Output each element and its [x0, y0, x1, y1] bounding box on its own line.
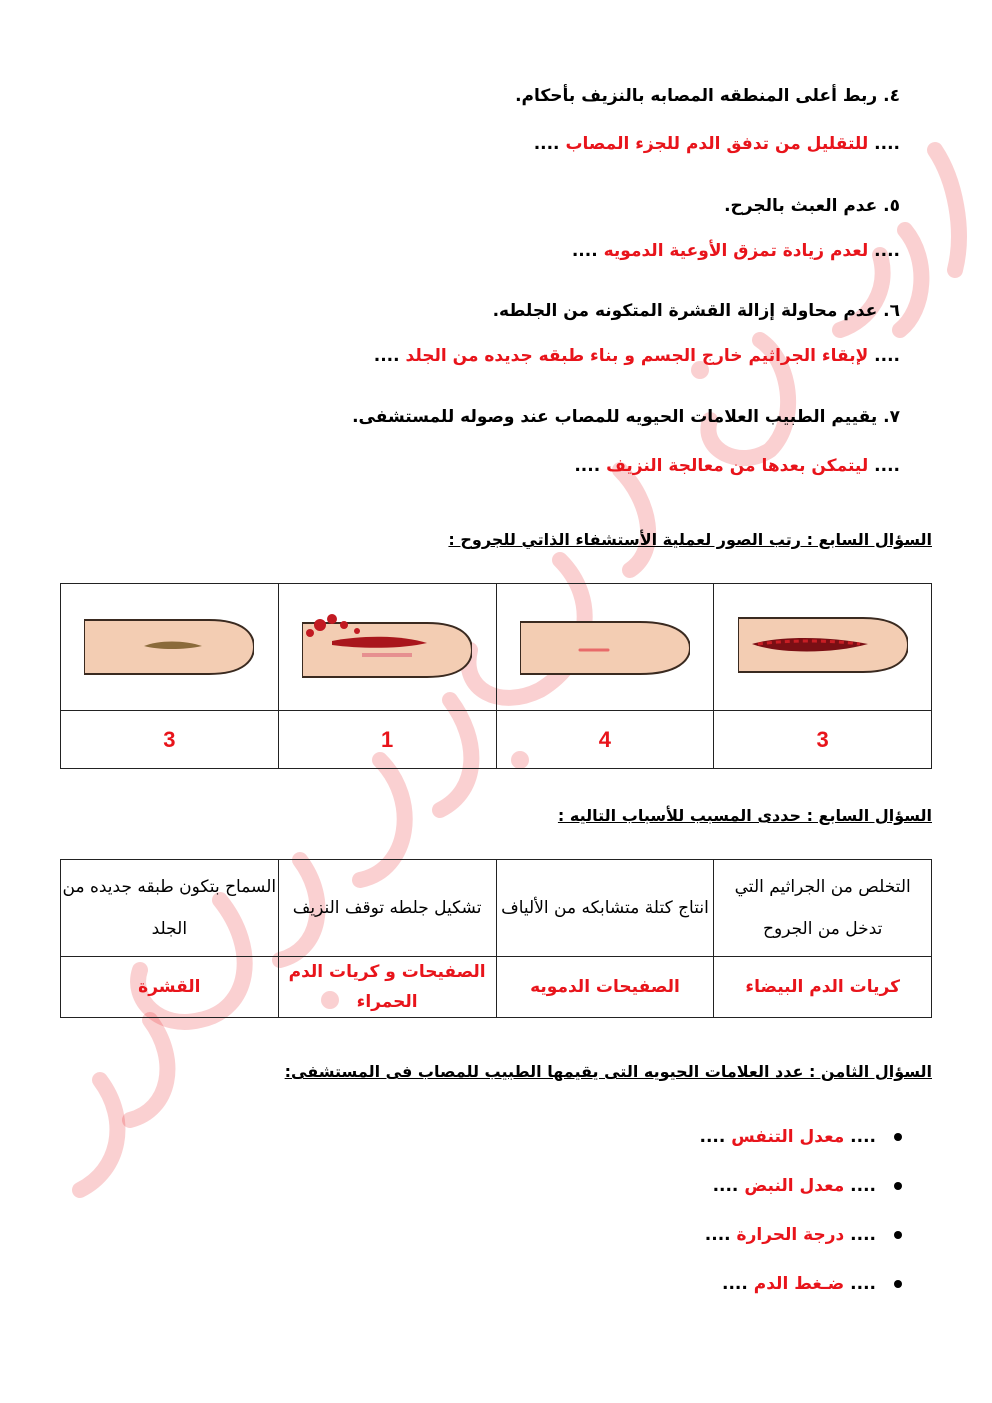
answer-dots: .... — [850, 1126, 876, 1147]
answer-dots: .... — [722, 1273, 748, 1294]
answer-dots: .... — [850, 1273, 876, 1294]
answer-dots: .... — [874, 456, 900, 476]
answer-dots: .... — [699, 1126, 726, 1147]
list-item — [700, 1259, 903, 1308]
answer-dots: .... — [533, 134, 560, 154]
question-4: ٤. ربط أعلى المنطقه المصابه بالنزيف بأحكام. — [515, 86, 900, 106]
order-answer-3: 1 — [278, 711, 496, 769]
answer-6 — [374, 346, 900, 366]
order-answer-4: 3 — [61, 711, 279, 769]
cause-answer-cell: القشرة — [61, 957, 279, 1018]
question-5: ٥. عدم العبث بالجرح. — [724, 196, 900, 216]
vital-question-heading: السؤال الثامن : عدد العلامات الحيويه التى يقيمها الطبيب للمصاب فى المستشفى: — [284, 1062, 932, 1081]
answer-7-text: ليتمكن بعدها من معالجة النزيف — [606, 456, 869, 476]
question-6: ٦. عدم محاولة إزالة القشرة المتكونه من الجلطه. — [492, 301, 900, 321]
order-image-cell — [278, 584, 496, 711]
bullet-icon — [894, 1182, 902, 1190]
cause-answer-cell: الصفيحات و كريات الدم الحمراء — [278, 957, 496, 1018]
answer-6-text: لإبقاء الجراثيم خارج الجسم و بناء طبقه جديده من الجلد — [405, 346, 869, 366]
answer-dots: .... — [373, 346, 400, 366]
function-cell: تشكيل جلطه توقف النزيف — [278, 860, 496, 957]
cause-table — [60, 859, 932, 1018]
function-cell: التخلص من الجراثيم التي تدخل من الجروح — [714, 860, 932, 957]
finger-scab-image — [84, 610, 254, 680]
vital-sign-2: معدل النبض — [744, 1175, 845, 1196]
answer-dots: .... — [874, 134, 900, 154]
order-image-cell — [61, 584, 279, 711]
order-image-cell — [496, 584, 714, 711]
bullet-icon — [894, 1280, 902, 1288]
finger-healed-line-image — [520, 610, 690, 680]
answer-4 — [534, 134, 900, 154]
finger-bleeding-clot-image — [302, 605, 472, 685]
finger-deep-cut-image — [738, 610, 908, 680]
order-table — [60, 583, 932, 769]
answer-dots: .... — [874, 241, 900, 261]
answer-5-text: لعدم زيادة تمزق الأوعية الدمويه — [603, 241, 869, 261]
answer-dots: .... — [574, 456, 601, 476]
answer-7 — [574, 456, 900, 476]
answer-dots: .... — [850, 1175, 876, 1196]
bullet-icon — [894, 1231, 902, 1239]
bullet-icon — [894, 1133, 902, 1141]
list-item — [700, 1112, 903, 1161]
answer-dots: .... — [850, 1224, 876, 1245]
cause-answer-cell: كريات الدم البيضاء — [714, 957, 932, 1018]
order-answer-1: 3 — [714, 711, 932, 769]
function-cell: انتاج كتلة متشابكه من الألياف — [496, 860, 714, 957]
list-item — [700, 1210, 903, 1259]
order-image-cell — [714, 584, 932, 711]
answer-dots: .... — [571, 241, 598, 261]
answer-4-text: للتقليل من تدفق الدم للجزء المصاب — [565, 134, 869, 154]
answer-5 — [572, 241, 900, 261]
vital-sign-1: معدل التنفس — [731, 1126, 845, 1147]
order-question-heading: السؤال السابع : رتب الصور لعملية الأستشفاء الذاتي للجروح : — [448, 530, 932, 549]
function-cell: السماح بتكون طبقه جديده من الجلد — [61, 860, 279, 957]
list-item — [700, 1161, 903, 1210]
answer-dots: .... — [704, 1224, 731, 1245]
cause-answer-cell: الصفيحات الدمويه — [496, 957, 714, 1018]
answer-dots: .... — [712, 1175, 739, 1196]
question-7: ٧. يقييم الطبيب العلامات الحيويه للمصاب عند وصوله للمستشفى. — [352, 407, 900, 427]
vital-sign-4: ضـغط الدم — [753, 1273, 845, 1294]
cause-question-heading: السؤال السابع : حددى المسبب للأسباب التاليه : — [557, 806, 932, 825]
order-answer-2: 4 — [496, 711, 714, 769]
answer-dots: .... — [874, 346, 900, 366]
vital-signs-list — [700, 1112, 903, 1308]
vital-sign-3: درجة الحرارة — [736, 1224, 845, 1245]
